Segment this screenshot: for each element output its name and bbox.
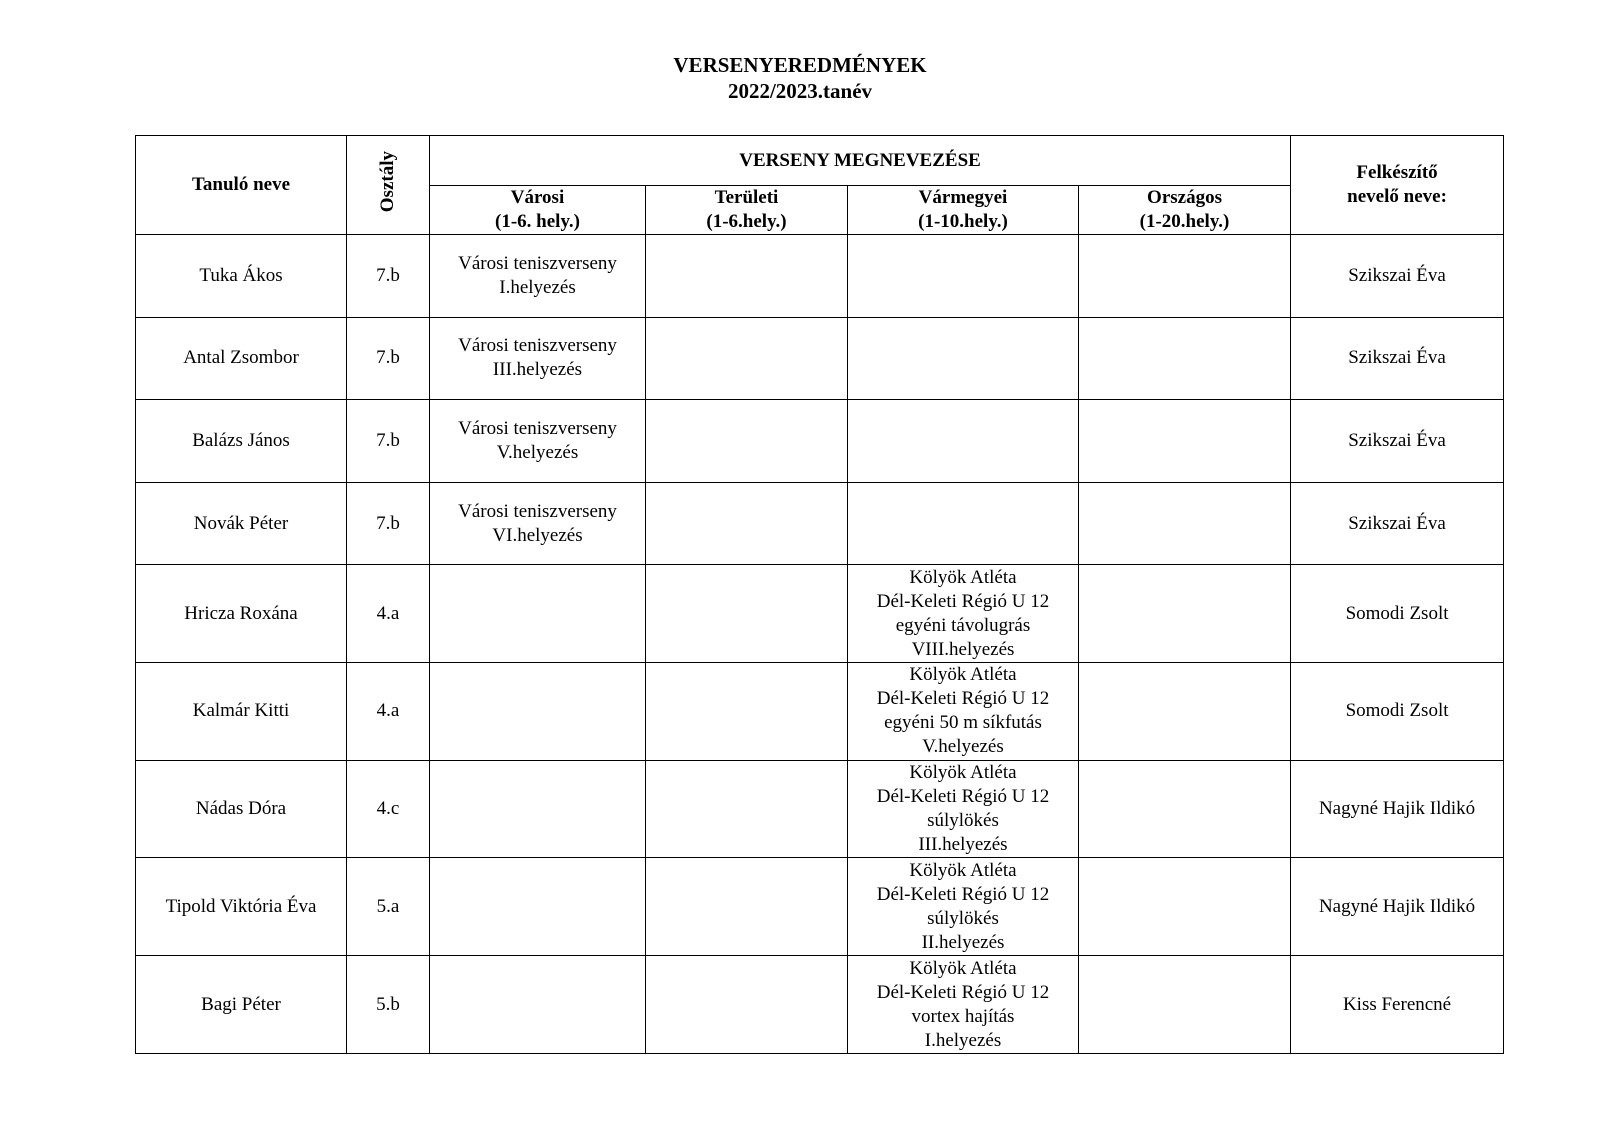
regional-result-cell [646, 317, 848, 400]
city-result-cell-line: Városi teniszverseny [458, 335, 617, 357]
table-row [136, 482, 1504, 565]
teacher-cell: Nagyné Hajik Ildikó [1291, 858, 1504, 956]
student-name-cell: Tipold Viktória Éva [136, 858, 347, 956]
national-result-cell [1079, 956, 1291, 1054]
regional-result-cell [646, 956, 848, 1054]
header-county-line: (1-10.hely.) [918, 211, 1008, 232]
class-cell: 7.b [347, 482, 430, 565]
document-subtitle: 2022/2023.tanév [727, 79, 873, 103]
regional-result-cell [646, 760, 848, 858]
header-national [1079, 186, 1291, 235]
county-result-cell-line: Kölyök Atléta [909, 664, 1017, 686]
regional-result-cell [646, 235, 848, 318]
county-result-cell-line: vortex hajítás [911, 1005, 1015, 1027]
county-result-cell-line: Dél-Keleti Régió U 12 [876, 981, 1050, 1003]
class-cell: 7.b [347, 235, 430, 318]
table-row [136, 858, 1504, 956]
class-cell: 7.b [347, 400, 430, 483]
student-name-cell: Novák Péter [136, 482, 347, 565]
county-result-cell-line: Kölyök Atléta [909, 762, 1017, 784]
student-name-cell: Tuka Ákos [136, 235, 347, 318]
county-result-cell [848, 317, 1079, 400]
class-cell: 4.a [347, 663, 430, 761]
city-result-cell [430, 235, 646, 318]
county-result-cell-line: Kölyök Atléta [909, 957, 1017, 979]
document-title-block [0, 52, 1600, 104]
class-cell: 4.c [347, 760, 430, 858]
header-regional [646, 186, 848, 235]
header-city-line: (1-6. hely.) [495, 211, 580, 232]
table-row [136, 400, 1504, 483]
city-result-cell [430, 663, 646, 761]
county-result-cell-line: súlylökés [927, 810, 999, 832]
city-result-cell [430, 400, 646, 483]
header-regional-line: (1-6.hely.) [706, 211, 787, 232]
city-result-cell [430, 760, 646, 858]
county-result-cell [848, 235, 1079, 318]
city-result-cell [430, 482, 646, 565]
teacher-cell: Nagyné Hajik Ildikó [1291, 760, 1504, 858]
teacher-cell: Kiss Ferencné [1291, 956, 1504, 1054]
header-city-line: Városi [510, 187, 565, 208]
county-result-cell-line: Dél-Keleti Régió U 12 [876, 688, 1050, 710]
county-result-cell-line: súlylökés [927, 907, 999, 929]
class-cell: 5.b [347, 956, 430, 1054]
county-result-cell [848, 956, 1079, 1054]
teacher-cell: Szikszai Éva [1291, 235, 1504, 318]
national-result-cell [1079, 565, 1291, 663]
header-teacher-line: nevelő neve: [1347, 186, 1447, 207]
header-national-line: Országos [1147, 187, 1222, 208]
teacher-cell: Somodi Zsolt [1291, 663, 1504, 761]
county-result-cell [848, 760, 1079, 858]
table-row [136, 663, 1504, 761]
header-class-label: Osztály [377, 150, 398, 213]
table-header [136, 136, 1504, 235]
table-row [136, 565, 1504, 663]
header-county [848, 186, 1079, 235]
header-teacher-line: Felkészítő [1356, 162, 1438, 183]
teacher-cell: Szikszai Éva [1291, 317, 1504, 400]
national-result-cell [1079, 400, 1291, 483]
county-result-cell [848, 663, 1079, 761]
table-body [136, 235, 1504, 1054]
county-result-cell-line: VIII.helyezés [911, 638, 1015, 660]
city-result-cell-line: Városi teniszverseny [458, 500, 617, 522]
results-table [135, 135, 1504, 1054]
class-cell: 7.b [347, 317, 430, 400]
national-result-cell [1079, 235, 1291, 318]
county-result-cell-line: Dél-Keleti Régió U 12 [876, 590, 1050, 612]
county-result-cell-line: Kölyök Atléta [909, 566, 1017, 588]
student-name-cell: Bagi Péter [136, 956, 347, 1054]
county-result-cell-line: III.helyezés [918, 834, 1008, 856]
city-result-cell [430, 956, 646, 1054]
county-result-cell-line: Dél-Keleti Régió U 12 [876, 786, 1050, 808]
student-name-cell: Nádas Dóra [136, 760, 347, 858]
county-result-cell-line: II.helyezés [921, 931, 1005, 953]
national-result-cell [1079, 663, 1291, 761]
city-result-cell-line: Városi teniszverseny [458, 252, 617, 274]
county-result-cell-line: I.helyezés [924, 1029, 1002, 1051]
city-result-cell-line: III.helyezés [492, 359, 583, 381]
regional-result-cell [646, 400, 848, 483]
city-result-cell-line: VI.helyezés [492, 524, 583, 546]
city-result-cell-line: I.helyezés [499, 276, 576, 298]
header-city [430, 186, 646, 235]
county-result-cell-line: V.helyezés [922, 736, 1004, 758]
header-national-line: (1-20.hely.) [1139, 211, 1230, 232]
county-result-cell-line: Kölyök Atléta [909, 859, 1017, 881]
header-teacher [1291, 136, 1504, 235]
city-result-cell-line: V.helyezés [496, 441, 579, 463]
teacher-cell: Somodi Zsolt [1291, 565, 1504, 663]
student-name-cell: Kalmár Kitti [136, 663, 347, 761]
table-row [136, 760, 1504, 858]
student-name-cell: Antal Zsombor [136, 317, 347, 400]
document-title: VERSENYEREDMÉNYEK [673, 53, 927, 77]
regional-result-cell [646, 858, 848, 956]
national-result-cell [1079, 858, 1291, 956]
header-regional-line: Területi [714, 187, 779, 208]
national-result-cell [1079, 317, 1291, 400]
county-result-cell [848, 565, 1079, 663]
table-row [136, 317, 1504, 400]
header-county-line: Vármegyei [918, 187, 1008, 208]
class-cell: 5.a [347, 858, 430, 956]
student-name-cell: Hricza Roxána [136, 565, 347, 663]
city-result-cell [430, 317, 646, 400]
city-result-cell-line: Városi teniszverseny [458, 417, 617, 439]
student-name-cell: Balázs János [136, 400, 347, 483]
header-competition-group: VERSENY MEGNEVEZÉSE [430, 136, 1291, 186]
table-row [136, 235, 1504, 318]
county-result-cell [848, 858, 1079, 956]
county-result-cell-line: egyéni távolugrás [895, 614, 1031, 636]
county-result-cell [848, 400, 1079, 483]
county-result-cell-line: Dél-Keleti Régió U 12 [876, 883, 1050, 905]
teacher-cell: Szikszai Éva [1291, 400, 1504, 483]
national-result-cell [1079, 482, 1291, 565]
header-class [347, 136, 430, 235]
regional-result-cell [646, 482, 848, 565]
city-result-cell [430, 565, 646, 663]
county-result-cell [848, 482, 1079, 565]
county-result-cell-line: egyéni 50 m síkfutás [884, 712, 1042, 734]
table-row [136, 956, 1504, 1054]
header-student-name: Tanuló neve [136, 136, 347, 235]
regional-result-cell [646, 565, 848, 663]
class-cell: 4.a [347, 565, 430, 663]
national-result-cell [1079, 760, 1291, 858]
teacher-cell: Szikszai Éva [1291, 482, 1504, 565]
regional-result-cell [646, 663, 848, 761]
city-result-cell [430, 858, 646, 956]
